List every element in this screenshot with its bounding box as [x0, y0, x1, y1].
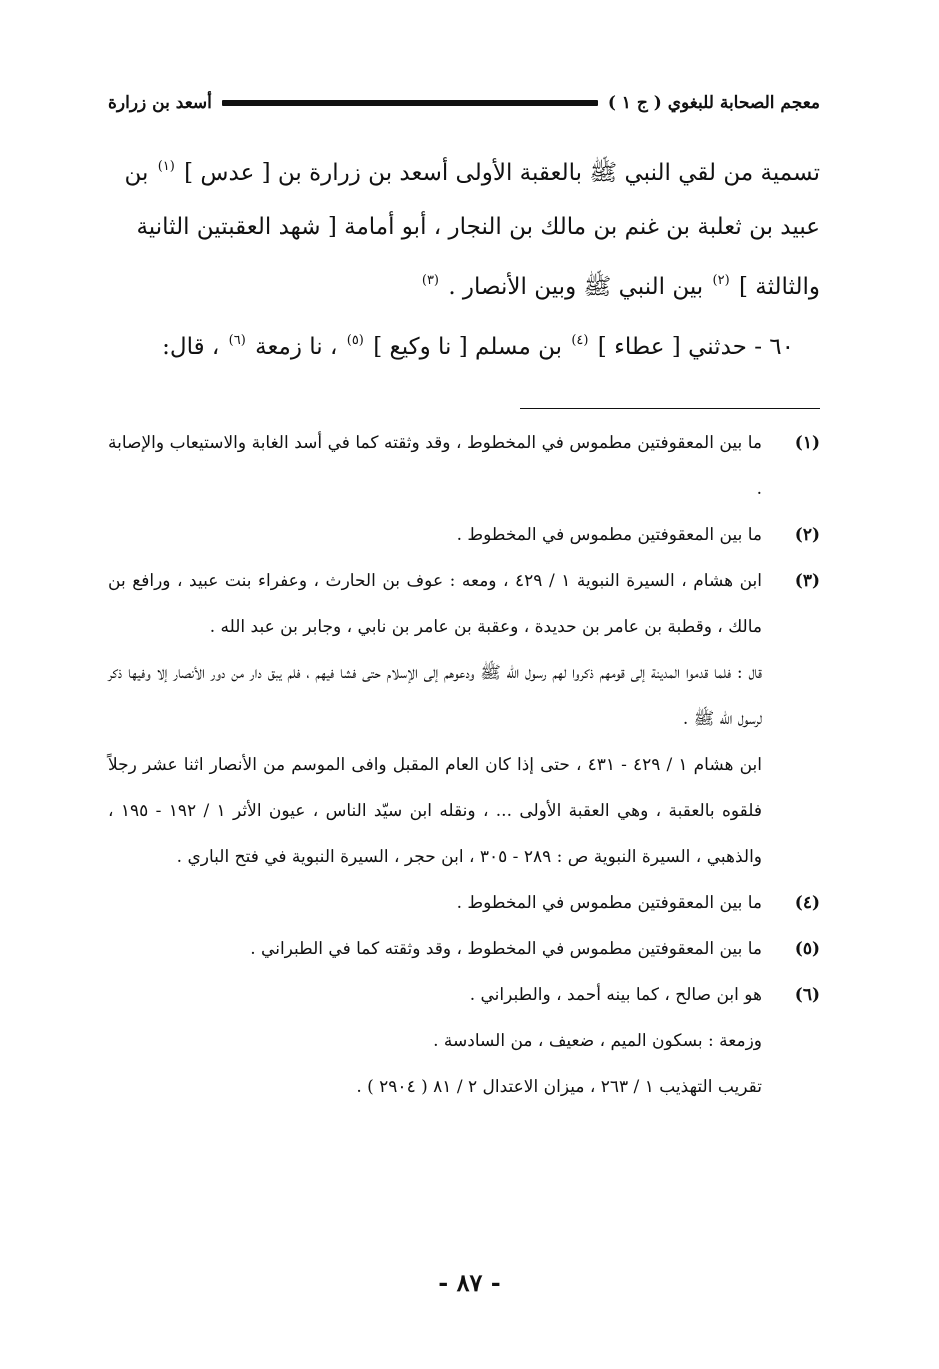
- footnote-text: ما بين المعقوفتين مطموس في المخطوط ، وقد وثقته كما في الطبراني .: [250, 939, 762, 959]
- main-line-3: والثالثة ] $^{(٢)}$ بين النبي ﷺ وبين الأنصار . $^{(٣)}$: [421, 273, 820, 300]
- footnote-6: [108, 972, 820, 1110]
- main-line-2: عبيد بن ثعلبة بن غنم بن مالك بن النجار ، أبو أمامة [ شهد العقبتين الثانية: [136, 214, 820, 240]
- footnote-ref-4: (٤): [571, 333, 589, 348]
- footnote-number: (٢): [794, 525, 820, 545]
- footnote-4: [108, 880, 820, 926]
- footnote-text: قال : فلما قدموا المدينة إلى قومهم ذكروا لهم رسول الله ﷺ ودعوهم إلى الإسلام حتى فشا فيهم ، فلم يبق دار من دور الأنصار إلا وفيها ذكر لرسول الله ﷺ .: [108, 663, 762, 729]
- footnote-text: ابن هشام ١ / ٤٢٩ - ٤٣١ ، حتى إذا كان العام المقبل وافى الموسم من الأنصار اثنا عشر رجلاً فلقوه بالعقبة ، وهي العقبة الأولى ... ، ونقله ابن سيّد الناس ، عيون الأثر ١ / ١٩٢ - ١٩٥ ، والذهبي ، السيرة النبوية ص : ٢٨٩ - ٣٠٥ ، ابن حجر ، السيرة النبوية في فتح الباري .: [108, 755, 763, 867]
- footnote-text: ابن هشام ، السيرة النبوية ١ / ٤٢٩ ، ومعه : عوف بن الحارث ، وعفراء بنت عبيد ، ورافع بن مالك ، وقطبة بن عامر بن حديدة ، وعقبة بن عامر بن نابي ، وجابر بن عبد الله .: [108, 571, 762, 637]
- footnote-1: [108, 420, 820, 512]
- footnote-number: (٤): [794, 893, 820, 913]
- footnotes: [108, 420, 820, 1110]
- footnote-divider: [520, 408, 820, 409]
- footnote-ref-6: (٦): [228, 333, 246, 348]
- footnote-number: (٦): [794, 985, 820, 1005]
- footnote-ref-5: (٥): [346, 333, 364, 348]
- hadith-60-line: ٦٠ - حدثني [ عطاء ] $^{(٤)}$ بن مسلم [ نا وكيع ] $^{(٥)}$ ، نا زمعة $^{(٦)}$ ، قال:: [162, 333, 794, 360]
- footnote-text: ما بين المعقوفتين مطموس في المخطوط .: [456, 525, 762, 545]
- footnote-2: [108, 512, 820, 558]
- footnote-text: ما بين المعقوفتين مطموس في المخطوط ، وقد وثقته كما في أسد الغابة والاستيعاب والإصابة .: [108, 433, 762, 499]
- footnote-ref-3: (٣): [421, 273, 439, 288]
- running-header: [108, 86, 820, 120]
- footnote-text: تقريب التهذيب ١ / ٢٦٣ ، ميزان الاعتدال ٢ / ٨١ ( ٢٩٠٤ ) .: [356, 1077, 762, 1097]
- footnote-text: ما بين المعقوفتين مطموس في المخطوط .: [456, 893, 762, 913]
- book-title: معجم الصحابة للبغوي ( ج ١ ): [607, 93, 820, 113]
- footnote-5: [108, 926, 820, 972]
- header-rule: [222, 100, 598, 106]
- main-line-1: تسمية من لقي النبي ﷺ بالعقبة الأولى أسعد بن زرارة بن [ عدس ] $^{(١)}$ بن: [124, 159, 820, 186]
- entry-title: أسعد بن زرارة: [108, 93, 212, 113]
- footnote-text: وزمعة : بسكون الميم ، ضعيف ، من السادسة .: [433, 1031, 762, 1051]
- footnote-3: [108, 558, 820, 880]
- footnote-number: (٣): [794, 571, 820, 591]
- footnote-number: (٥): [794, 939, 820, 959]
- main-text: [108, 140, 820, 374]
- footnote-ref-2: (٢): [712, 273, 730, 288]
- footnote-text: هو ابن صالح ، كما بينه أحمد ، والطبراني .: [469, 985, 762, 1005]
- footnote-number: (١): [794, 433, 820, 453]
- footnote-ref-1: (١): [157, 159, 175, 174]
- page-number: - ٨٧ -: [438, 1268, 501, 1297]
